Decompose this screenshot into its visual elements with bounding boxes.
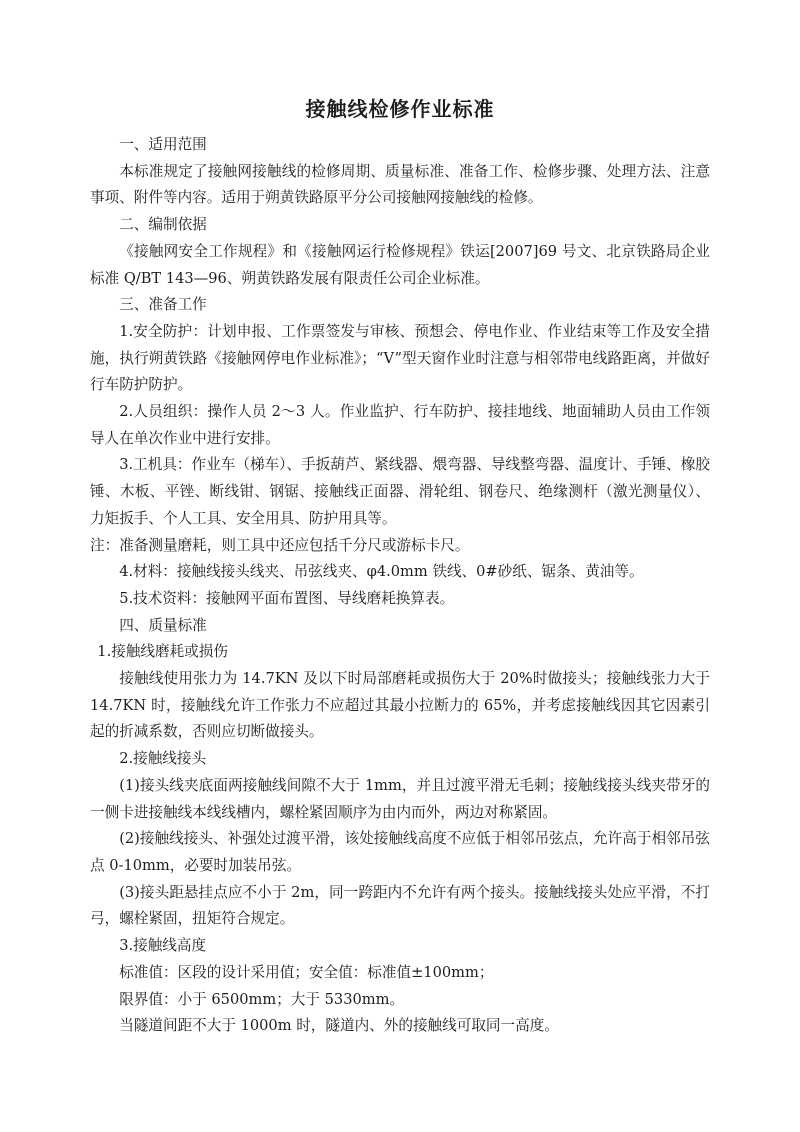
paragraph-height-standard: 标准值：区段的设计采用值；安全值：标准值±100mm；	[119, 963, 494, 981]
section-heading-preparation: 三、准备工作	[119, 296, 207, 314]
item-heading-joint: 2.接触线接头	[119, 750, 207, 768]
document-title: 接触线检修作业标准	[305, 97, 495, 121]
paragraph-materials: 4.材料：接触线接头线夹、吊弦线夹、φ4.0mm 铁线、0#砂纸、锯条、黄油等。	[119, 563, 644, 581]
paragraph-scope-body: 本标准规定了接触网接触线的检修周期、质量标准、准备工作、检修步骤、处理方法、注意事项、附件等内容。适用于朔黄铁路原平分公司接触网接触线的检修。	[90, 162, 710, 207]
paragraph-tools: 3.工机具：作业车（梯车）、手扳葫芦、紧线器、煨弯器、导线整弯器、温度计、手锤、橡胶锤、木板、平锉、断线钳、钢锯、接触线正面器、滑轮组、钢卷尺、绝缘测杆（激光测量仪）、力矩扳手、个人工具、安全用具、防护用具等。	[90, 456, 710, 527]
item-heading-wear: 1.接触线磨耗或损伤	[97, 643, 228, 661]
paragraph-height-tunnel: 当隧道间距不大于 1000m 时，隧道内、外的接触线可取同一高度。	[119, 1017, 559, 1035]
paragraph-wear-body: 接触线使用张力为 14.7KN 及以下时局部磨耗或损伤大于 20%时做接头；接触线张力大于 14.7KN 时，接触线允许工作张力不应超过其最小拉断力的 65%，并考虑接触线因其它因素引起的折减系数，否则应切断做接头。	[90, 670, 710, 741]
paragraph-joint-2: (2)接触线接头、补强处过渡平滑，该处接触线高度不应低于相邻吊弦点，允许高于相邻吊弦点 0-10mm，必要时加装吊弦。	[90, 830, 710, 874]
paragraph-joint-3: (3)接头距悬挂点应不小于 2m，同一跨距内不允许有两个接头。接触线接头处应平滑，不打弓，螺栓紧固，扭矩符合规定。	[90, 883, 710, 928]
note-paragraph: 注：准备测量磨耗，则工具中还应包括千分尺或游标卡尺。	[90, 536, 470, 554]
paragraph-technical-docs: 5.技术资料：接触网平面布置图、导线磨耗换算表。	[119, 589, 455, 607]
section-heading-quality: 四、质量标准	[119, 616, 207, 634]
paragraph-basis-body: 《接触网安全工作规程》和《接触网运行检修规程》铁运[2007]69 号文、北京铁路局企业标准 Q/BT 143—96、朔黄铁路发展有限责任公司企业标准。	[90, 242, 710, 287]
paragraph-personnel: 2.人员组织：操作人员 2～3 人。作业监护、行车防护、接挂地线、地面辅助人员由工作领导人在单次作业中进行安排。	[90, 403, 710, 447]
document-body	[90, 132, 710, 1040]
section-heading-scope: 一、适用范围	[119, 136, 207, 153]
item-heading-height: 3.接触线高度	[119, 937, 207, 955]
paragraph-joint-1: (1)接头线夹底面两接触线间隙不大于 1mm，并且过渡平滑无毛刺；接触线接头线夹带牙的一侧卡进接触线本线线槽内，螺栓紧固顺序为由内而外，两边对称紧固。	[90, 776, 710, 821]
paragraph-safety-protection: 1.安全防护：计划申报、工作票签发与审核、预想会、停电作业、作业结束等工作及安全措施，执行朔黄铁路《接触网停电作业标准》；“V”型天窗作业时注意与相邻带电线路距离，并做好行车防护防护。	[90, 322, 710, 394]
section-heading-basis: 二、编制依据	[119, 216, 207, 234]
paragraph-height-limit: 限界值：小于 6500mm；大于 5330mm。	[119, 990, 405, 1008]
